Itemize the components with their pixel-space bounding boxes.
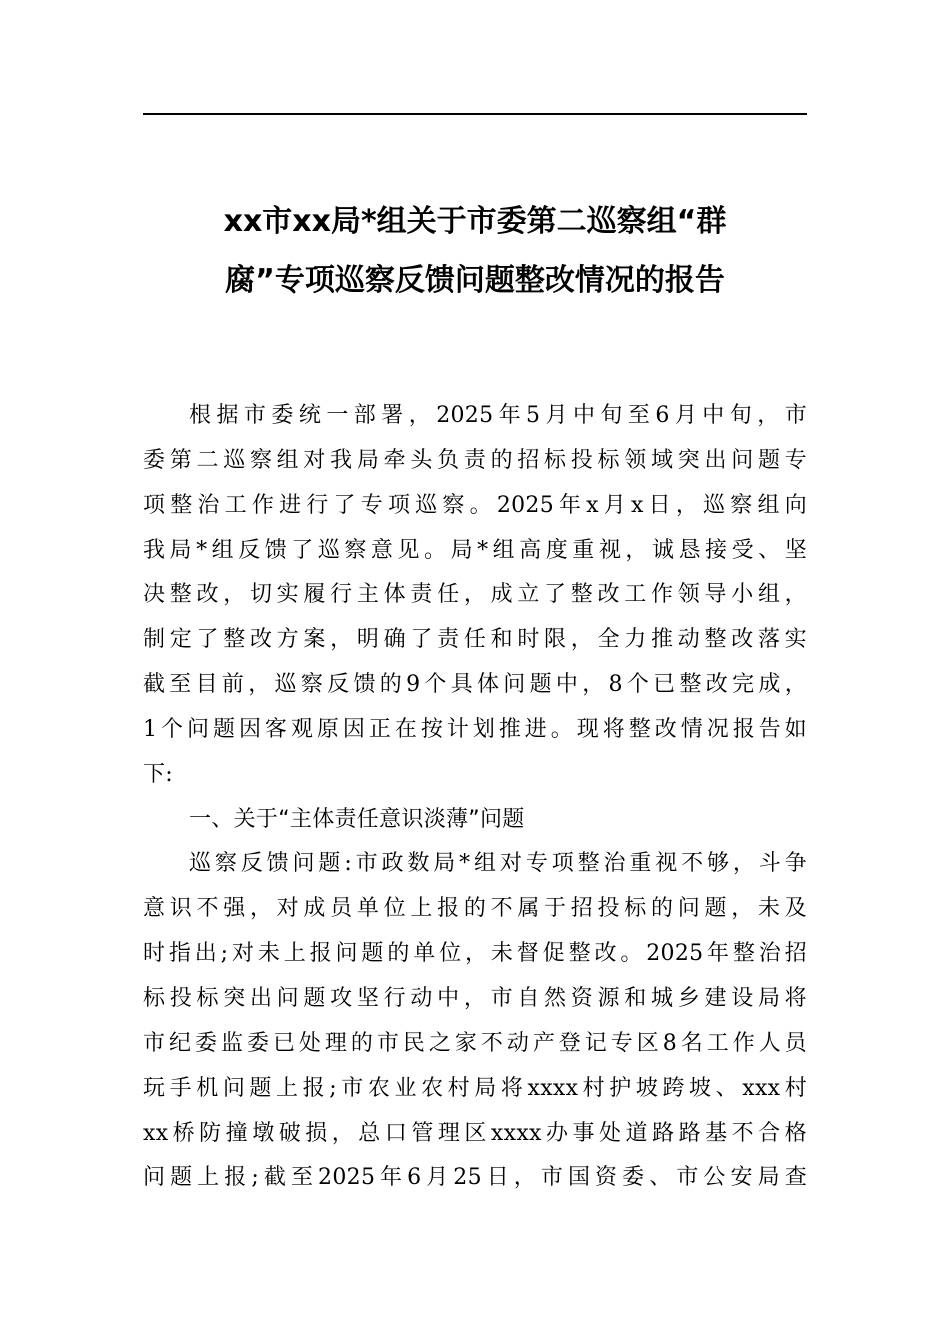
section1-line: 问题上报;截至2025年6月25日，市国资委、市公安局查 (143, 1165, 807, 1191)
section1-line: 意识不强，对成员单位上报的不属于招投标的问题，未及 (143, 896, 807, 922)
intro-line: 委第二巡察组对我局牵头负责的招标投标领域突出问题专 (143, 447, 807, 473)
intro-line: 决整改，切实履行主体责任，成立了整改工作领导小组， (143, 582, 807, 608)
title-line-1: xx市xx局*组关于市委第二巡察组“群 (223, 204, 727, 239)
intro-line: 截至目前，巡察反馈的9个具体问题中，8个已整改完成， (143, 672, 807, 698)
section1-line: 巡察反馈问题:市政数局*组对专项整治重视不够，斗争 (189, 851, 807, 877)
intro-line: 制定了整改方案，明确了责任和时限，全力推动整改落实 (143, 627, 807, 653)
section1-line: 玩手机问题上报;市农业农村局将xxxx村护坡跨坡、xxx村 (143, 1075, 807, 1101)
document-body (143, 394, 807, 1201)
document-title (143, 192, 807, 310)
section1-line: xx桥防撞墩破损，总口管理区xxxx办事处道路路基不合格 (143, 1120, 807, 1146)
section1-line: 市纪委监委已处理的市民之家不动产登记专区8名工作人员 (143, 1030, 807, 1056)
intro-line: 我局*组反馈了巡察意见。局*组高度重视，诚恳接受、坚 (143, 537, 807, 563)
section-heading-1: 一、关于“主体责任意识淡薄”问题 (189, 806, 525, 832)
section1-line: 时指出;对未上报问题的单位，未督促整改。2025年整治招 (143, 941, 807, 967)
intro-line: 下: (143, 761, 174, 787)
title-line-2: 腐”专项巡察反馈问题整改情况的报告 (225, 263, 725, 298)
section1-line: 标投标突出问题攻坚行动中，市自然资源和城乡建设局将 (143, 985, 807, 1011)
intro-line: 项整治工作进行了专项巡察。2025年x月x日，巡察组向 (143, 492, 807, 518)
header-rule (143, 113, 807, 115)
intro-line: 根据市委统一部署，2025年5月中旬至6月中旬，市 (189, 403, 807, 428)
intro-line: 1个问题因客观原因正在按计划推进。现将整改情况报告如 (143, 716, 807, 742)
